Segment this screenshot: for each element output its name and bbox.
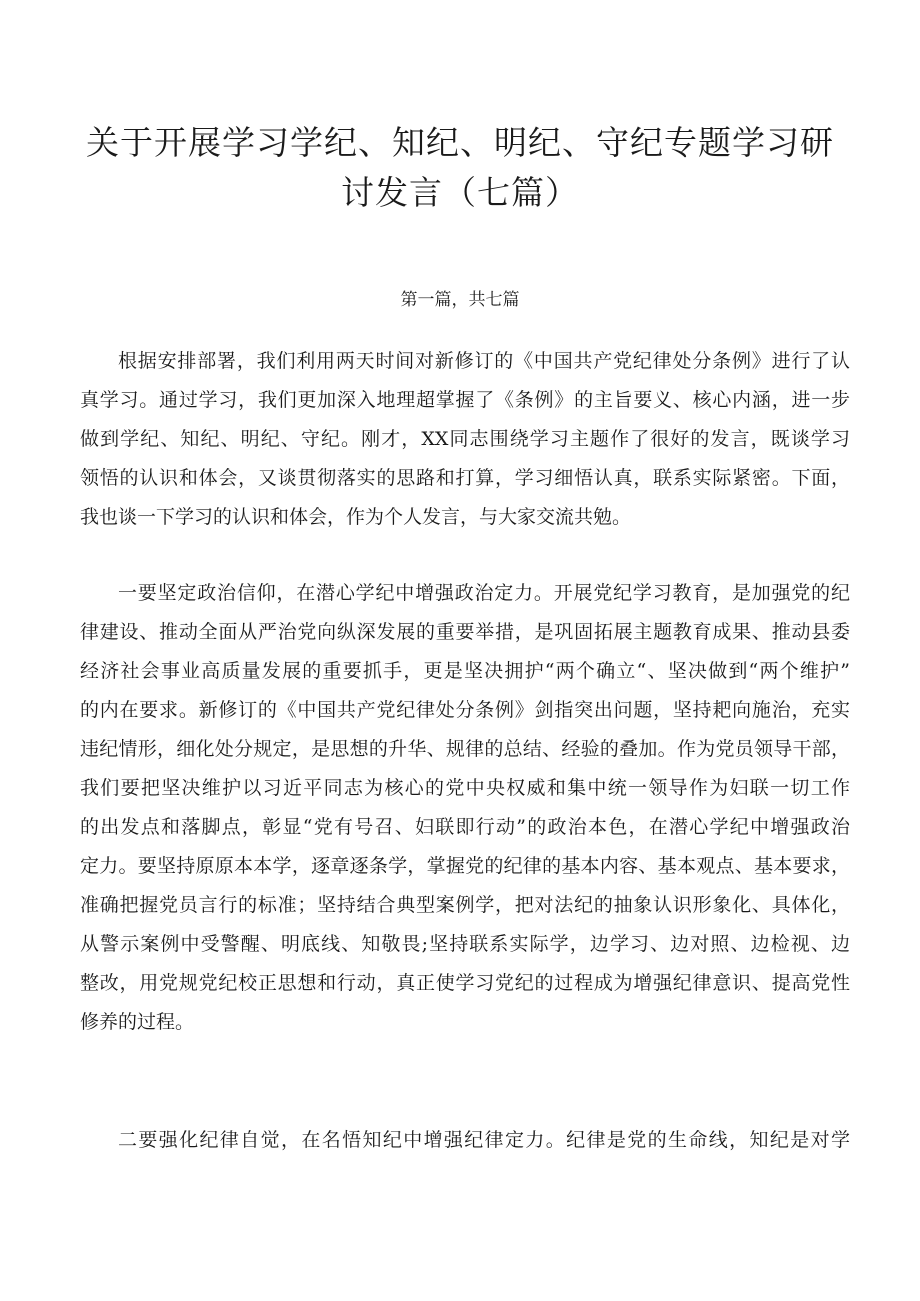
document-title (80, 118, 840, 218)
paragraph-intro (80, 342, 850, 537)
text-line: 律建设、推动全面从严治党向纵深发展的重要举措，是巩固拓展主题教育成果、推动县委 (80, 621, 850, 643)
text-line: 的内在要求。新修订的《中国共产党纪律处分条例》剑指突出问题，坚持耙向施治，充实 (80, 699, 850, 721)
text-line: 修养的过程。 (80, 1011, 195, 1033)
paragraph-point-two (80, 1121, 850, 1160)
text-line: 一要坚定政治信仰，在潜心学纪中增强政治定力。开展党纪学习教育，是加强党的纪 (118, 582, 850, 604)
text-line: 领悟的认识和体会，又谈贯彻落实的思路和打算，学习细悟认真，联系实际紧密。下面， (80, 467, 850, 489)
text-line: 经济社会事业高质量发展的重要抓手，更是坚决拥护“两个确立“、坚决做到“两个维护” (80, 660, 850, 682)
paragraph-point-one (80, 574, 850, 1042)
text-line: 我也谈一下学习的认识和体会，作为个人发言，与大家交流共勉。 (80, 506, 632, 528)
text-line: 定力。要坚持原原本本学，逐章逐条学，掌握党的纪律的基本内容、基本观点、基本要求， (80, 855, 850, 877)
text-line: 的出发点和落脚点，彰显“党有号召、妇联即行动”的政治本色，在潜心学纪中增强政治 (80, 816, 850, 838)
text-line: 从警示案例中受警醒、明底线、知敬畏;坚持联系实际学，边学习、边对照、边检视、边 (80, 933, 850, 955)
title-line: 关于开展学习学纪、知纪、明纪、守纪专题学习研 (86, 123, 834, 162)
text-line: 违纪情形，细化处分规定，是思想的升华、规律的总结、经验的叠加。作为党员领导干部， (80, 738, 850, 760)
text-line: 整改，用党规党纪校正思想和行动，真正使学习党纪的过程成为增强纪律意识、提高党性 (80, 972, 850, 994)
title-line: 讨发言（七篇） (341, 173, 579, 212)
document-subtitle: 第一篇，共七篇 (400, 290, 520, 310)
text-line: 真学习。通过学习，我们更加深入地理超掌握了《条例》的主旨要义、核心内涵，进一步 (80, 389, 850, 411)
text-line: 二要强化纪律自觉，在名悟知纪中增强纪律定力。纪律是党的生命线，知纪是对学 (118, 1129, 850, 1151)
text-line: 做到学纪、知纪、明纪、守纪。刚才，XX同志围绕学习主题作了很好的发言，既谈学习 (80, 428, 850, 450)
text-line: 我们要把坚决维护以习近平同志为核心的党中央权威和集中统一领导作为妇联一切工作 (80, 777, 850, 799)
text-line: 准确把握党员言行的标准；坚持结合典型案例学，把对法纪的抽象认识形象化、具体化， (80, 894, 850, 916)
text-line: 根据安排部署，我们利用两天时间对新修订的《中国共产党纪律处分条例》进行了认 (118, 350, 850, 372)
